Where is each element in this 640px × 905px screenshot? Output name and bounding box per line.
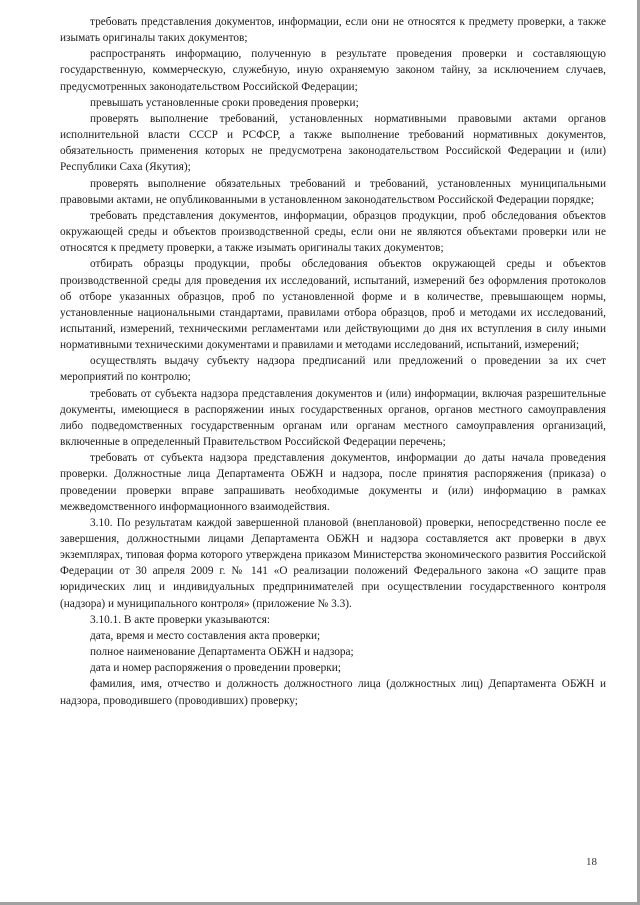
paragraph: проверять выполнение требований, установленных нормативными правовыми актами органов исполнительной власти СССР и РСФСР, а также выполнение требований нормативных документов, обязательность применения которых не предусмотрена законодательством Российской Федерации и (или) Республики Саха (Якутия); xyxy=(60,112,606,174)
paragraph: превышать установленные сроки проведения проверки; xyxy=(90,96,359,109)
paragraph: дата и номер распоряжения о проведении проверки; xyxy=(90,662,341,675)
document-body xyxy=(60,14,606,709)
paragraph: требовать от субъекта надзора представления документов, информации до даты начала проведения проверки. Должностные лица Департамента ОБЖН и надзора, после принятия распоряжения (приказа) о проведении проверки вправе запрашивать необходимые документы и (или) информацию в рамках межведомственного информационного взаимодействия. xyxy=(60,452,606,513)
paragraph: 3.10.1. В акте проверки указываются: xyxy=(90,613,270,626)
paragraph: требовать от субъекта надзора представления документов и (или) информации, включая разрешительные документы, имеющиеся в распоряжении иных государственных органов, органов местного самоуправления либо подведомственных государственным органам или органам местного самоуправления организаций, включенные в определенный Правительством Российской Федерации перечень; xyxy=(60,387,606,449)
paragraph: 3.10. По результатам каждой завершенной плановой (внеплановой) проверки, непосредственно после ее завершения, должностными лицами Департамента ОБЖН и надзора составляется акт проверки в двух экземплярах, типовая форма которого утверждена приказом Министерства экономического развития Российской Федерации от 30 апреля 2009 г. № 141 «О реализации положений Федерального закона «О защите прав юридических лиц и индивидуальных предпринимателей при осуществлении государственного контроля (надзора) и муниципального контроля» (приложение № 3.3). xyxy=(60,516,606,610)
paragraph: фамилия, имя, отчество и должность должностного лица (должностных лиц) Департамента ОБЖН и надзора, проводившего (проводивших) проверку; xyxy=(60,678,606,707)
page-number: 18 xyxy=(586,856,597,868)
paragraph: осуществлять выдачу субъекту надзора предписаний или предложений о проведении за их счет мероприятий по контролю; xyxy=(60,355,606,384)
paragraph: проверять выполнение обязательных требований и требований, установленных муниципальными правовыми актами, не опубликованными в установленном законодательством Российской Федерации порядке; xyxy=(60,177,606,206)
paragraph: дата, время и место составления акта проверки; xyxy=(90,629,321,642)
paragraph: требовать представления документов, информации, если они не относятся к предмету проверки, а также изымать оригиналы таких документов; xyxy=(60,16,606,45)
paragraph: полное наименование Департамента ОБЖН и надзора; xyxy=(90,646,354,659)
paragraph: отбирать образцы продукции, пробы обследования объектов окружающей среды и объектов производственной среды для проведения их исследований, испытаний, измерений без оформления протоколов об отборе указанных образцов, проб по установленной форме и в количестве, превышающем нормы, установленные национальными стандартами, правилами отбора образцов, проб и методами их исследований, испытаний, измерений, техническими регламентами или действующими до дня их вступления в силу иными нормативными техническими документами и правилами и методами исследований, испытаний, измерений; xyxy=(60,258,606,352)
paragraph: требовать представления документов, информации, образцов продукции, проб обследования объектов окружающей среды и объектов производственной среды, если они не являются объектами проверки или не относятся к предмету проверки, а также изымать оригиналы таких документов; xyxy=(60,209,606,255)
paragraph: распространять информацию, полученную в результате проведения проверки и составляющую государственную, коммерческую, служебную, иную охраняемую законом тайну, за исключением случаев, предусмотренных законодательством Российской Федерации; xyxy=(60,48,606,93)
